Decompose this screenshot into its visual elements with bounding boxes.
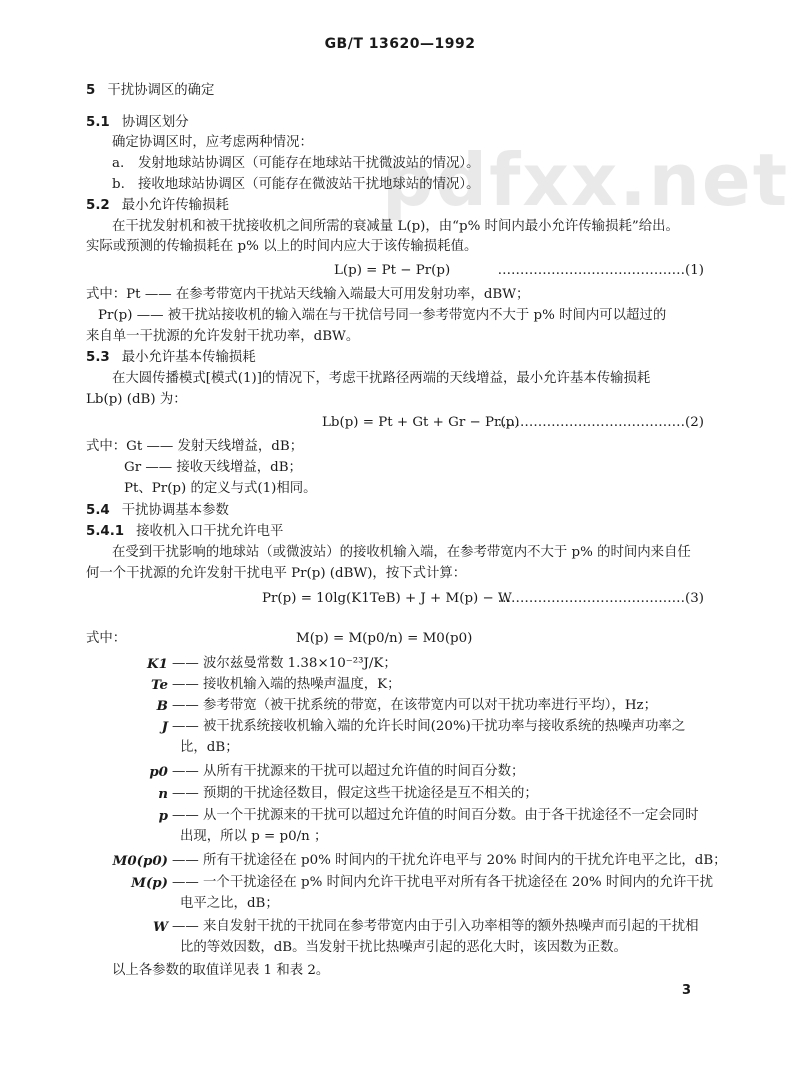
symbol-p: p (158, 808, 168, 824)
closing-paragraph: 以上各参数的取值详见表 1 和表 2。 (112, 963, 330, 978)
equation-m: M(p) = M(p0/n) = M0(p0) (296, 631, 473, 646)
paragraph: 确定协调区时，应考虑两种情况： (112, 135, 313, 150)
paragraph: 在大圆传播模式[模式(1)]的情况下，考虑干扰路径两端的天线增益，最小允许基本传输损耗 (112, 371, 651, 386)
definition-text: 出现，所以 p = p0/n ； (180, 829, 328, 844)
section-title: 干扰协调区的确定 (107, 83, 215, 98)
paragraph: 在受到干扰影响的地球站（或微波站）的接收机输入端，在参考带宽内不大于 p% 的时间内来自任 (112, 545, 691, 560)
symbol-m0-p0: M0(p0) (112, 853, 168, 869)
list-text: 接收地球站协调区（可能存在微波站干扰地球站的情况）。 (138, 177, 480, 192)
definition-line: 式中：Pt —— 在参考带宽内干扰站天线输入端最大可用发射功率，dBW； (86, 287, 530, 302)
section-number: 5.3 (86, 350, 110, 365)
section-title: 干扰协调基本参数 (121, 503, 229, 518)
section-5-1-heading (86, 114, 189, 132)
symbol-n: n (158, 786, 168, 802)
paragraph: 何一个干扰源的允许发射干扰电平 Pr(p) (dBW)，按下式计算： (86, 566, 467, 581)
symbol-k1: K1 (147, 656, 168, 672)
definition-line: Pr(p) —— 被干扰站接收机的输入端在与干扰信号同一参考带宽内不大于 p% 时间内可以超过的 (98, 308, 667, 323)
definition-line: Gr —— 接收天线增益，dB； (124, 460, 302, 475)
equation-number-1: ……………………………………(1) (497, 263, 704, 278)
section-title: 协调区划分 (121, 115, 189, 130)
definition-text: 比的等效因数，dB。当发射干扰比热噪声引起的恶化大时，该因数为正数。 (180, 940, 627, 955)
equation-number-3: ……………………………………(3) (497, 591, 704, 606)
definition-text: —— 接收机输入端的热噪声温度，K； (172, 677, 401, 692)
equation-2: Lb(p) = Pt + Gt + Gr − Pr(p) (322, 415, 520, 430)
definition-line: Pt、Pr(p) 的定义与式(1)相同。 (124, 481, 317, 496)
list-item (112, 176, 479, 194)
section-number: 5.4 (86, 503, 110, 518)
symbol-j: J (161, 719, 168, 735)
equation-3: Pr(p) = 10lg(K1TeB) + J + M(p) − W (262, 591, 512, 606)
definition-text: —— 一个干扰途径在 p% 时间内允许干扰电平对所有各干扰途径在 20% 时间内的允许干扰 (172, 875, 714, 890)
definition-text: —— 从所有干扰源来的干扰可以超过允许值的时间百分数； (172, 764, 525, 779)
equation-1: L(p) = Pt − Pr(p) (334, 263, 451, 278)
section-title: 最小允许传输损耗 (121, 198, 229, 213)
paragraph: 在干扰发射机和被干扰接收机之间所需的衰减量 L(p)，由“p% 时间内最小允许传输损耗”给出。 (112, 219, 679, 234)
section-number: 5 (86, 83, 96, 98)
section-number: 5.2 (86, 198, 110, 213)
symbol-w: W (152, 919, 168, 935)
equation-number-2: ……………………………………(2) (497, 415, 704, 430)
watermark: pdfxx.net (382, 138, 790, 222)
definition-text: —— 来自发射干扰的干扰同在参考带宽内由于引入功率相等的额外热噪声而引起的干扰相 (172, 919, 699, 934)
definition-text: —— 波尔兹曼常数 1.38×10⁻²³J/K； (172, 656, 397, 671)
section-title: 最小允许基本传输损耗 (121, 350, 256, 365)
list-item (112, 155, 479, 173)
definition-text: 比，dB； (180, 740, 239, 755)
definition-text: —— 从一个干扰源来的干扰可以超过允许值的时间百分数。由于各干扰途径不一定会同时 (172, 808, 699, 823)
definition-text: —— 参考带宽（被干扰系统的带宽，在该带宽内可以对干扰功率进行平均），Hz； (172, 698, 657, 713)
symbol-p0: p0 (149, 764, 168, 780)
definition-line: 来自单一干扰源的允许发射干扰功率，dBW。 (86, 329, 360, 344)
section-5-4-1-heading (86, 523, 283, 541)
page-number: 3 (682, 983, 692, 998)
definition-text: —— 所有干扰途径在 p0% 时间内的干扰允许电平与 20% 时间内的干扰允许电平之比，dB； (172, 853, 727, 868)
section-title: 接收机入口干扰允许电平 (136, 524, 284, 539)
section-5-3-heading (86, 349, 256, 367)
standard-header: GB/T 13620—1992 (324, 36, 476, 52)
section-5-heading (86, 82, 214, 100)
definition-line: 式中：Gt —— 发射天线增益，dB； (86, 439, 304, 454)
list-marker: b. (112, 177, 125, 192)
paragraph: Lb(p) (dB) 为： (86, 392, 187, 407)
list-text: 发射地球站协调区（可能存在地球站干扰微波站的情况）。 (138, 156, 480, 171)
section-5-2-heading (86, 197, 229, 215)
section-number: 5.1 (86, 115, 110, 130)
definition-text: —— 被干扰系统接收机输入端的允许长时间(20%)干扰功率与接收系统的热噪声功率之 (172, 719, 686, 734)
symbol-te: Te (151, 677, 168, 693)
definition-text: —— 预期的干扰途径数目，假定这些干扰途径是互不相关的； (172, 786, 538, 801)
paragraph: 实际或预测的传输损耗在 p% 以上的时间内应大于该传输损耗值。 (86, 239, 478, 254)
list-marker: a. (112, 156, 125, 171)
symbol-b: B (156, 698, 168, 714)
section-number: 5.4.1 (86, 524, 125, 539)
where-label: 式中： (86, 631, 127, 646)
definition-text: 电平之比，dB； (180, 896, 279, 911)
section-5-4-heading (86, 502, 229, 520)
symbol-m-p: M(p) (131, 875, 168, 891)
